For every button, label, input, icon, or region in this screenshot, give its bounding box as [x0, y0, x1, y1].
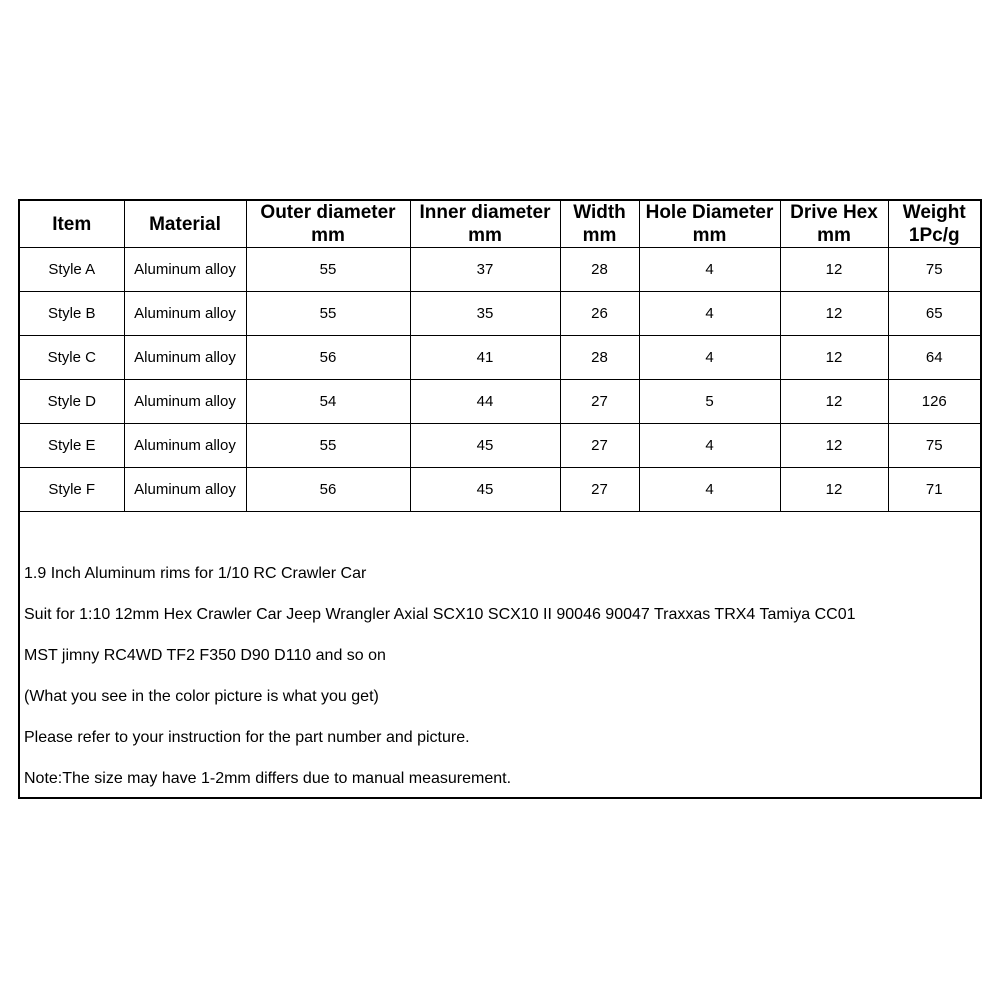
cell-drive-hex: 12: [780, 292, 888, 336]
table-row: [20, 380, 980, 424]
cell-outer-diameter: 55: [246, 292, 410, 336]
note-line: Please refer to your instruction for the part number and picture.: [24, 729, 470, 746]
cell-width: 26: [560, 292, 639, 336]
specs-table: [20, 201, 980, 512]
cell-weight: 65: [888, 292, 980, 336]
cell-hole-diameter: 4: [639, 248, 780, 292]
note-line: Suit for 1:10 12mm Hex Crawler Car Jeep Wrangler Axial SCX10 SCX10 II 90046 90047 Traxxas TRX4 Tamiya CC01: [24, 606, 856, 623]
cell-weight: 71: [888, 468, 980, 512]
header-weight: Weight 1Pc/g: [888, 201, 980, 248]
table-row: [20, 424, 980, 468]
cell-drive-hex: 12: [780, 380, 888, 424]
cell-material: Aluminum alloy: [124, 248, 246, 292]
header-outer-diameter: Outer diameter mm: [246, 201, 410, 248]
table-header-row: [20, 201, 980, 248]
cell-width: 27: [560, 468, 639, 512]
cell-drive-hex: 12: [780, 468, 888, 512]
cell-inner-diameter: 37: [410, 248, 560, 292]
cell-outer-diameter: 56: [246, 336, 410, 380]
table-row: [20, 468, 980, 512]
cell-width: 27: [560, 380, 639, 424]
cell-width: 28: [560, 248, 639, 292]
cell-weight: 64: [888, 336, 980, 380]
note-line: 1.9 Inch Aluminum rims for 1/10 RC Crawler Car: [24, 565, 367, 582]
cell-item: Style A: [20, 248, 124, 292]
cell-weight: 75: [888, 248, 980, 292]
note-line: (What you see in the color picture is what you get): [24, 688, 379, 705]
cell-inner-diameter: 45: [410, 468, 560, 512]
cell-width: 27: [560, 424, 639, 468]
cell-inner-diameter: 35: [410, 292, 560, 336]
cell-drive-hex: 12: [780, 336, 888, 380]
cell-item: Style B: [20, 292, 124, 336]
cell-material: Aluminum alloy: [124, 380, 246, 424]
header-hole-diameter: Hole Diameter mm: [639, 201, 780, 248]
cell-outer-diameter: 56: [246, 468, 410, 512]
product-notes: [24, 553, 974, 799]
cell-item: Style F: [20, 468, 124, 512]
cell-weight: 126: [888, 380, 980, 424]
header-material: Material: [124, 201, 246, 248]
header-item: Item: [20, 201, 124, 248]
cell-hole-diameter: 4: [639, 292, 780, 336]
cell-drive-hex: 12: [780, 248, 888, 292]
cell-item: Style C: [20, 336, 124, 380]
note-line: MST jimny RC4WD TF2 F350 D90 D110 and so on: [24, 647, 386, 664]
cell-material: Aluminum alloy: [124, 292, 246, 336]
header-width: Width mm: [560, 201, 639, 248]
cell-material: Aluminum alloy: [124, 336, 246, 380]
cell-inner-diameter: 41: [410, 336, 560, 380]
note-line: Note:The size may have 1-2mm differs due to manual measurement.: [24, 770, 512, 787]
cell-outer-diameter: 55: [246, 424, 410, 468]
cell-inner-diameter: 44: [410, 380, 560, 424]
cell-hole-diameter: 4: [639, 468, 780, 512]
table-row: [20, 248, 980, 292]
cell-material: Aluminum alloy: [124, 424, 246, 468]
table-row: [20, 292, 980, 336]
cell-item: Style D: [20, 380, 124, 424]
cell-item: Style E: [20, 424, 124, 468]
cell-hole-diameter: 4: [639, 424, 780, 468]
cell-hole-diameter: 5: [639, 380, 780, 424]
cell-material: Aluminum alloy: [124, 468, 246, 512]
cell-outer-diameter: 55: [246, 248, 410, 292]
header-inner-diameter: Inner diameter mm: [410, 201, 560, 248]
cell-inner-diameter: 45: [410, 424, 560, 468]
cell-drive-hex: 12: [780, 424, 888, 468]
header-drive-hex: Drive Hex mm: [780, 201, 888, 248]
cell-weight: 75: [888, 424, 980, 468]
cell-width: 28: [560, 336, 639, 380]
spec-sheet: [18, 199, 982, 799]
cell-outer-diameter: 54: [246, 380, 410, 424]
table-row: [20, 336, 980, 380]
cell-hole-diameter: 4: [639, 336, 780, 380]
